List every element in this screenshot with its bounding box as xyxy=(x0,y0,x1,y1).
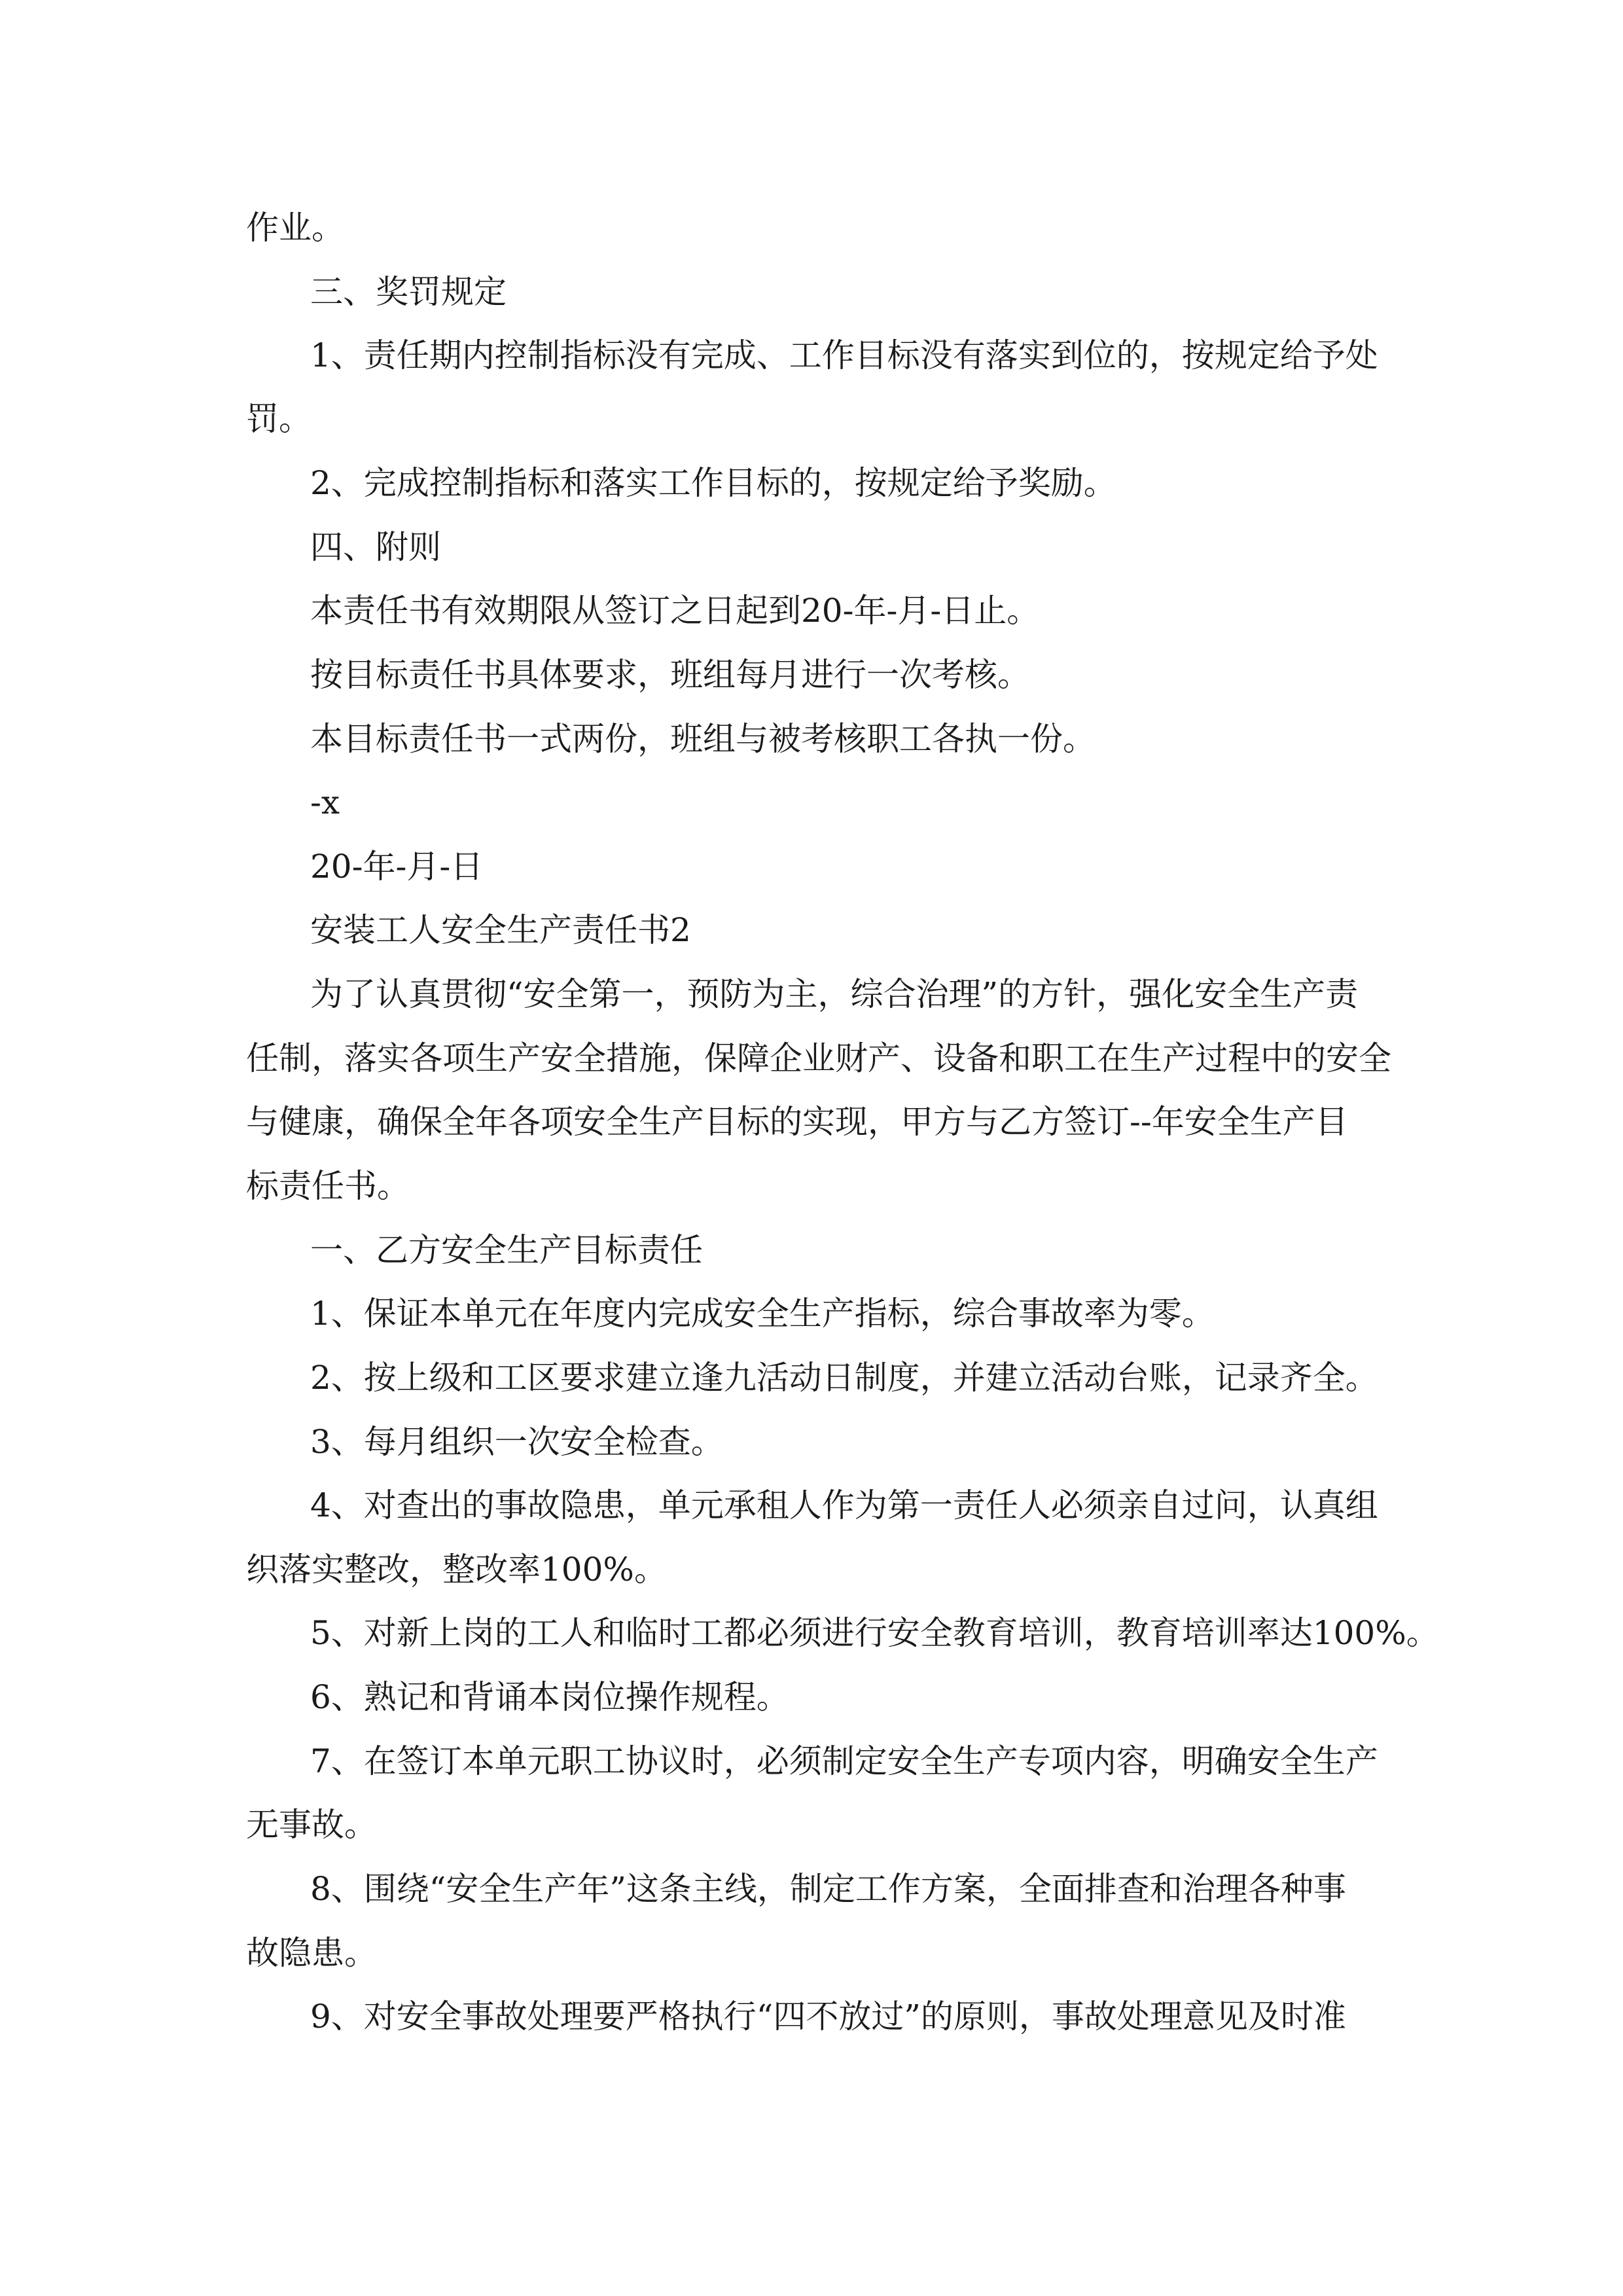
text-line: 8、围绕“安全生产年”这条主线，制定工作方案，全面排查和治理各种事 xyxy=(310,1870,1346,1908)
document-subtitle: 安装工人安全生产责任书2 xyxy=(310,911,691,949)
section-heading: 四、附则 xyxy=(310,528,441,566)
section-heading: 一、乙方安全生产目标责任 xyxy=(310,1231,703,1269)
text-line: 9、对安全事故处理要严格执行“四不放过”的原则，事故处理意见及时准 xyxy=(310,1998,1346,2036)
text-line: 任制，落实各项生产安全措施，保障企业财产、设备和职工在生产过程中的安全 xyxy=(246,1039,1391,1077)
text-line: 本目标责任书一式两份，班组与被考核职工各执一份。 xyxy=(310,720,1096,758)
text-line: 无事故。 xyxy=(246,1806,377,1844)
text-line: 本责任书有效期限从签订之日起到20-年-月-日止。 xyxy=(310,592,1040,630)
text-line: 3、每月组织一次安全检查。 xyxy=(310,1423,724,1461)
text-line: 织落实整改，整改率100%。 xyxy=(246,1551,667,1588)
date-line: 20-年-月-日 xyxy=(310,848,484,886)
text-line: 7、在签订本单元职工协议时，必须制定安全生产专项内容，明确安全生产 xyxy=(310,1742,1378,1780)
text-line: 1、责任期内控制指标没有完成、工作目标没有落实到位的，按规定给予处 xyxy=(310,336,1378,374)
text-line: 故隐患。 xyxy=(246,1934,377,1972)
text-line: 标责任书。 xyxy=(246,1167,410,1205)
signature-line: -x xyxy=(310,783,340,821)
text-line: 2、按上级和工区要求建立逢九活动日制度，并建立活动台账，记录齐全。 xyxy=(310,1359,1378,1397)
text-line: 与健康，确保全年各项安全生产目标的实现，甲方与乙方签订--年安全生产目 xyxy=(246,1103,1348,1141)
text-line: 2、完成控制指标和落实工作目标的，按规定给予奖励。 xyxy=(310,464,1116,502)
section-heading: 三、奖罚规定 xyxy=(310,273,507,311)
text-line: 按目标责任书具体要求，班组每月进行一次考核。 xyxy=(310,656,1030,694)
text-line: 5、对新上岗的工人和临时工都必须进行安全教育培训，教育培训率达100%。 xyxy=(310,1614,1439,1652)
text-line: 6、熟记和背诵本岗位操作规程。 xyxy=(310,1678,789,1716)
text-line: 4、对查出的事故隐患，单元承租人作为第一责任人必须亲自过问，认真组 xyxy=(310,1486,1378,1524)
text-line: 1、保证本单元在年度内完成安全生产指标，综合事故率为零。 xyxy=(310,1295,1215,1333)
text-line: 为了认真贯彻“安全第一，预防为主，综合治理”的方针，强化安全生产责 xyxy=(310,975,1359,1013)
text-line: 罚。 xyxy=(246,400,312,438)
text-line: 作业。 xyxy=(246,209,344,247)
